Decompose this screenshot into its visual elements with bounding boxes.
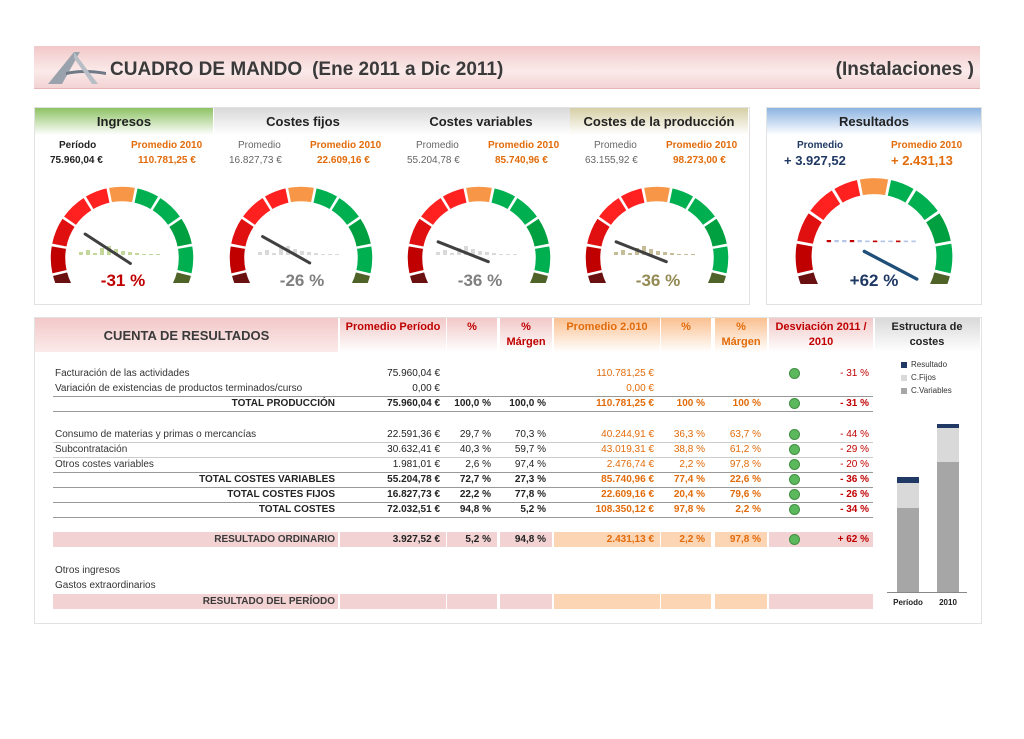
cell-d: 2.431,13 € bbox=[606, 534, 654, 545]
legend-swatch bbox=[901, 362, 907, 368]
gauge-mini-bar bbox=[443, 250, 447, 255]
row-divider bbox=[53, 502, 873, 503]
gauge-segment bbox=[585, 245, 602, 274]
status-dot bbox=[789, 444, 800, 455]
stack-bar-cvariables bbox=[937, 462, 959, 592]
period-range: (Ene 2011 a Dic 2011) bbox=[312, 59, 504, 80]
cell-e: 36,3 % bbox=[673, 429, 705, 440]
cell-d: 43.019,31 € bbox=[601, 444, 654, 455]
gauge-mini-bar bbox=[307, 252, 311, 255]
gauge-label-b: Promedio 2010 bbox=[666, 140, 738, 151]
gauge-mini-bar bbox=[492, 253, 496, 255]
cell-a: 75.960,04 € bbox=[387, 398, 440, 409]
legend-label: C.Variables bbox=[911, 386, 952, 395]
gauge-label-b: Promedio 2010 bbox=[488, 140, 560, 151]
cell-d: 110.781,25 € bbox=[596, 368, 654, 379]
cell-f: 100 % bbox=[732, 398, 761, 409]
gauge-mini-bar bbox=[300, 251, 304, 255]
results-value-a: + 3.927,52 bbox=[784, 153, 846, 168]
gauge-mini-bar bbox=[100, 248, 104, 255]
cell-e: 97,8 % bbox=[673, 504, 705, 515]
gauge-mini-bar bbox=[485, 252, 489, 255]
row-divider bbox=[53, 517, 873, 518]
company-logo bbox=[44, 46, 108, 88]
gauge-value-a: 16.827,73 € bbox=[229, 155, 282, 166]
row-label: Otros costes variables bbox=[55, 459, 154, 470]
cell-e: 2,2 % bbox=[679, 534, 705, 545]
row-label: RESULTADO ORDINARIO bbox=[214, 534, 335, 545]
gauge-percent: -31 % bbox=[100, 271, 146, 290]
header-margen: % Márgen bbox=[506, 321, 546, 348]
category-label: Período bbox=[893, 598, 923, 607]
gauge-mini-bar bbox=[79, 252, 83, 255]
cell-deviation: - 31 % bbox=[840, 368, 869, 379]
cell-a: 0,00 € bbox=[412, 383, 440, 394]
gauge-mini-bar bbox=[265, 250, 269, 255]
header-prom_periodo: Promedio Período bbox=[345, 321, 441, 333]
gauge-segment bbox=[407, 245, 424, 274]
gauge-mini-bar bbox=[842, 240, 846, 242]
table-row bbox=[35, 563, 981, 578]
gauge-mini-bar bbox=[506, 254, 510, 255]
gauge-mini-bar bbox=[621, 250, 625, 255]
row-divider bbox=[53, 411, 873, 412]
cell-d: 85.740,96 € bbox=[601, 474, 654, 485]
gauge-label-a: Promedio bbox=[238, 140, 281, 151]
cell-c: 94,8 % bbox=[514, 534, 546, 545]
cell-c: 97,4 % bbox=[514, 459, 546, 470]
gauge-mini-bar bbox=[93, 253, 97, 255]
results-label-a: Promedio bbox=[797, 140, 844, 151]
gauge-mini-bar bbox=[888, 241, 892, 243]
gauge-mini-bar bbox=[156, 254, 160, 255]
cell-e: 77,4 % bbox=[673, 474, 705, 485]
table-row bbox=[35, 366, 981, 381]
gauge-value-b: 22.609,16 € bbox=[317, 155, 370, 166]
status-dot bbox=[789, 534, 800, 545]
table-row bbox=[35, 457, 981, 472]
gauge-title-2: Costes variables bbox=[392, 108, 570, 135]
cell-deviation: - 20 % bbox=[840, 459, 869, 470]
gauge-mini-bar bbox=[881, 241, 885, 243]
gauge-mini-bar bbox=[670, 253, 674, 255]
gauge-mini-bar bbox=[121, 251, 125, 255]
gauge-segment bbox=[50, 245, 67, 274]
gauge-title-1: Costes fijos bbox=[214, 108, 392, 135]
cell-deviation: - 26 % bbox=[840, 489, 869, 500]
cell-deviation: + 62 % bbox=[837, 534, 869, 545]
gauge-title-3: Costes de la producción bbox=[570, 108, 748, 135]
gauge-label-a: Período bbox=[59, 140, 97, 151]
gauge-segment bbox=[356, 245, 373, 274]
gauge-segment bbox=[712, 245, 729, 274]
gauge-mini-bar bbox=[628, 253, 632, 255]
cell-b: 94,8 % bbox=[459, 504, 491, 515]
header-desviacion: Desviación 2011 / 2010 bbox=[775, 321, 867, 348]
gauge-percent: -36 % bbox=[457, 271, 503, 290]
gauge-value-b: 98.273,00 € bbox=[673, 155, 726, 166]
gauge-mini-bar bbox=[873, 241, 877, 243]
status-dot bbox=[789, 429, 800, 440]
gauge-value-a: 75.960,04 € bbox=[50, 155, 103, 166]
table-row bbox=[35, 487, 981, 502]
row-label: TOTAL COSTES bbox=[258, 504, 335, 515]
status-dot bbox=[789, 474, 800, 485]
row-label: TOTAL COSTES VARIABLES bbox=[199, 474, 335, 485]
gauge-mini-bar bbox=[858, 240, 862, 242]
cell-f: 63,7 % bbox=[729, 429, 761, 440]
cell-e: 2,2 % bbox=[679, 459, 705, 470]
table-row bbox=[35, 532, 981, 547]
table-row bbox=[35, 578, 981, 593]
legend-swatch bbox=[901, 375, 907, 381]
gauge-mini-bar bbox=[513, 254, 517, 255]
gauge-label-a: Promedio bbox=[416, 140, 459, 151]
header-pct2: % bbox=[681, 321, 691, 333]
gauge-segment bbox=[934, 243, 953, 275]
gauge-mini-bar bbox=[896, 241, 900, 243]
legend-label: C.Fijos bbox=[911, 373, 936, 382]
gauge-mini-bar bbox=[272, 253, 276, 255]
status-dot bbox=[789, 368, 800, 379]
gauge-mini-bar bbox=[656, 251, 660, 255]
cell-c: 100,0 % bbox=[509, 398, 546, 409]
gauge-mini-bar bbox=[258, 252, 262, 255]
gauge-mini-bar bbox=[450, 253, 454, 255]
cell-deviation: - 36 % bbox=[840, 474, 869, 485]
page-title: CUADRO DE MANDO (Ene 2011 a Dic 2011) bbox=[110, 59, 504, 80]
cell-c: 59,7 % bbox=[514, 444, 546, 455]
table-title: CUENTA DE RESULTADOS bbox=[103, 328, 270, 343]
row-divider bbox=[53, 472, 873, 473]
results-table bbox=[34, 317, 982, 624]
gauge-title-0: Ingresos bbox=[35, 108, 213, 135]
gauge-percent: -36 % bbox=[635, 271, 681, 290]
row-label: Variación de existencias de productos terminados/curso bbox=[55, 383, 303, 394]
gauge-segment bbox=[108, 186, 135, 203]
cell-e: 38,8 % bbox=[673, 444, 705, 455]
cell-d: 22.609,16 € bbox=[601, 489, 654, 500]
cell-a: 72.032,51 € bbox=[387, 504, 440, 515]
gauge-value-b: 85.740,96 € bbox=[495, 155, 548, 166]
row-label: RESULTADO DEL PERÍODO bbox=[202, 596, 335, 607]
cell-deviation: - 29 % bbox=[840, 444, 869, 455]
gauge-dial bbox=[404, 183, 554, 283]
legend-swatch bbox=[901, 388, 907, 394]
gauges-panel bbox=[34, 107, 750, 305]
gauge-mini-bar bbox=[86, 250, 90, 255]
cell-f: 79,6 % bbox=[729, 489, 761, 500]
cell-f: 97,8 % bbox=[729, 534, 761, 545]
gauge-mini-bar bbox=[904, 241, 908, 243]
gauge-mini-bar bbox=[865, 241, 869, 243]
row-divider bbox=[53, 487, 873, 488]
cell-a: 55.204,78 € bbox=[387, 474, 440, 485]
gauge-segment bbox=[177, 245, 194, 274]
gauge-mini-bar bbox=[691, 254, 695, 255]
cell-d: 108.350,12 € bbox=[595, 504, 654, 515]
table-row bbox=[35, 502, 981, 517]
cell-d: 110.781,25 € bbox=[596, 398, 654, 409]
stack-bar-resultado bbox=[897, 477, 919, 483]
stack-bar-cfijos bbox=[937, 428, 959, 462]
gauge-value-a: 55.204,78 € bbox=[407, 155, 460, 166]
results-value-b: + 2.431,13 bbox=[891, 153, 953, 168]
gauge-mini-bar bbox=[314, 253, 318, 255]
gauge-label-b: Promedio 2010 bbox=[310, 140, 382, 151]
gauge-segment bbox=[465, 186, 492, 203]
gauge-mini-bar bbox=[478, 251, 482, 255]
status-dot bbox=[789, 398, 800, 409]
cell-d: 40.244,91 € bbox=[601, 429, 654, 440]
gauge-mini-bar bbox=[321, 254, 325, 255]
gauge-label-b: Promedio 2010 bbox=[131, 140, 203, 151]
division-label: (Instalaciones ) bbox=[835, 59, 974, 80]
gauge-mini-bar bbox=[677, 254, 681, 255]
status-dot bbox=[789, 489, 800, 500]
gauge-segment bbox=[534, 245, 551, 274]
cell-a: 75.960,04 € bbox=[387, 368, 440, 379]
header-prom_2010: Promedio 2.010 bbox=[566, 321, 648, 333]
gauge-value-a: 63.155,92 € bbox=[585, 155, 638, 166]
cell-c: 77,8 % bbox=[514, 489, 546, 500]
chart-baseline bbox=[887, 592, 967, 593]
cell-a: 16.827,73 € bbox=[387, 489, 440, 500]
results-percent: +62 % bbox=[849, 271, 899, 290]
gauge-needle bbox=[85, 234, 130, 263]
category-label: 2010 bbox=[939, 598, 957, 607]
gauge-segment bbox=[795, 243, 814, 275]
gauge-mini-bar bbox=[135, 253, 139, 255]
gauge-mini-bar bbox=[328, 254, 332, 255]
gauge-value-b: 110.781,25 € bbox=[138, 155, 196, 166]
legend-label: Resultado bbox=[911, 360, 948, 369]
results-gauge-dial bbox=[789, 174, 959, 284]
cell-f: 22,6 % bbox=[729, 474, 761, 485]
gauge-mini-bar bbox=[499, 254, 503, 255]
cell-deviation: - 31 % bbox=[840, 398, 869, 409]
cell-a: 3.927,52 € bbox=[392, 534, 440, 545]
cell-f: 97,8 % bbox=[729, 459, 761, 470]
cell-e: 20,4 % bbox=[673, 489, 705, 500]
gauge-needle bbox=[263, 237, 310, 263]
gauge-mini-bar bbox=[149, 254, 153, 255]
cell-deviation: - 44 % bbox=[840, 429, 869, 440]
row-label: TOTAL COSTES FIJOS bbox=[227, 489, 335, 500]
row-label: TOTAL PRODUCCIÓN bbox=[231, 398, 335, 409]
gauge-dial bbox=[582, 183, 732, 283]
table-row bbox=[35, 594, 981, 609]
gauge-mini-bar bbox=[911, 241, 915, 243]
gauge-mini-bar bbox=[335, 254, 339, 255]
gauge-dial bbox=[226, 183, 376, 283]
header-bar bbox=[34, 46, 980, 89]
cell-a: 1.981,01 € bbox=[392, 459, 440, 470]
gauge-dial bbox=[47, 183, 197, 283]
table-row bbox=[35, 396, 981, 411]
gauge-mini-bar bbox=[436, 252, 440, 255]
cell-c: 70,3 % bbox=[514, 429, 546, 440]
stack-bar-cfijos bbox=[897, 483, 919, 509]
header-pct: % bbox=[467, 321, 477, 333]
gauge-mini-bar bbox=[827, 240, 831, 242]
cell-b: 5,2 % bbox=[465, 534, 491, 545]
gauge-mini-bar bbox=[684, 254, 688, 255]
gauge-segment bbox=[643, 186, 670, 203]
status-dot bbox=[789, 504, 800, 515]
row-label: Subcontratación bbox=[55, 444, 128, 455]
results-title: Resultados bbox=[767, 108, 981, 135]
table-row bbox=[35, 381, 981, 396]
cell-d: 0,00 € bbox=[626, 383, 654, 394]
table-row bbox=[35, 427, 981, 442]
cell-f: 2,2 % bbox=[735, 504, 761, 515]
status-dot bbox=[789, 459, 800, 470]
cell-d: 2.476,74 € bbox=[606, 459, 654, 470]
table-row bbox=[35, 442, 981, 457]
stack-bar-cvariables bbox=[897, 508, 919, 592]
cell-c: 27,3 % bbox=[514, 474, 546, 485]
chart-title: Estructura de costes bbox=[891, 321, 963, 348]
stack-bar-resultado bbox=[937, 424, 959, 428]
cell-f: 61,2 % bbox=[729, 444, 761, 455]
gauge-segment bbox=[859, 177, 889, 196]
cell-b: 100,0 % bbox=[454, 398, 491, 409]
cell-b: 2,6 % bbox=[465, 459, 491, 470]
cell-b: 29,7 % bbox=[459, 429, 491, 440]
gauge-mini-bar bbox=[142, 254, 146, 255]
row-label: Consumo de materias y primas o mercancías bbox=[55, 429, 257, 440]
row-label: Otros ingresos bbox=[55, 565, 121, 576]
results-label-b: Promedio 2010 bbox=[891, 140, 963, 151]
cell-a: 22.591,36 € bbox=[387, 429, 440, 440]
gauge-mini-bar bbox=[834, 240, 838, 242]
cell-b: 72,7 % bbox=[459, 474, 491, 485]
row-divider bbox=[53, 396, 873, 397]
cell-e: 100 % bbox=[676, 398, 705, 409]
gauge-segment bbox=[287, 186, 314, 203]
cell-a: 30.632,41 € bbox=[387, 444, 440, 455]
gauge-mini-bar bbox=[614, 252, 618, 255]
cell-c: 5,2 % bbox=[520, 504, 546, 515]
gauge-mini-bar bbox=[128, 252, 132, 255]
cell-deviation: - 34 % bbox=[840, 504, 869, 515]
header-margen2: % Márgen bbox=[721, 321, 761, 348]
results-panel bbox=[766, 107, 982, 305]
table-row bbox=[35, 472, 981, 487]
gauge-segment bbox=[229, 245, 246, 274]
row-label: Facturación de las actividades bbox=[55, 368, 190, 379]
cell-b: 40,3 % bbox=[459, 444, 491, 455]
row-label: Gastos extraordinarios bbox=[55, 580, 156, 591]
gauge-percent: -26 % bbox=[279, 271, 325, 290]
cell-b: 22,2 % bbox=[459, 489, 491, 500]
gauge-mini-bar bbox=[663, 252, 667, 255]
gauge-label-a: Promedio bbox=[594, 140, 637, 151]
gauge-mini-bar bbox=[850, 240, 854, 242]
